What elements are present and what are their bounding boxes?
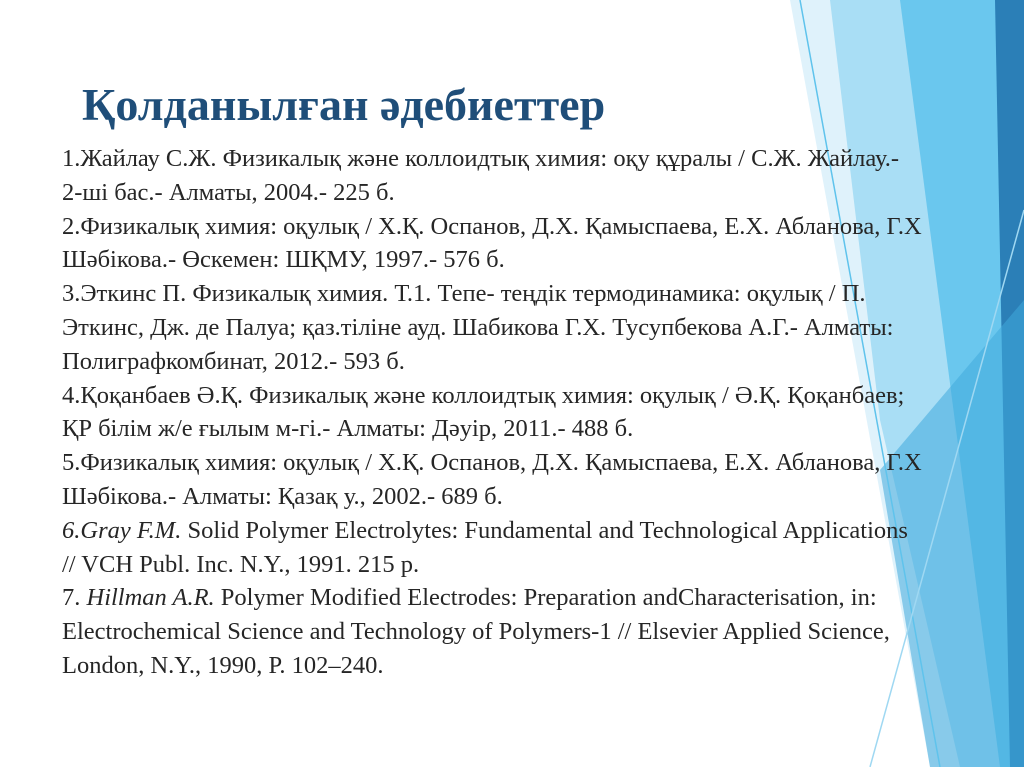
reference-item-2: 2.Физикалық химия: оқулық / Х.Қ. Оспанов, Д.Х. Қамыспаева, Е.Х. Абланова, Г.Х Шәбікова.- Өскемен: ШҚМУ, 1997.- 576 б. — [62, 212, 922, 274]
reference-item-6 — [62, 514, 922, 582]
reference-author: Hillman A.R. — [86, 584, 215, 612]
reference-item-4: 4.Қоқанбаев Ә.Қ. Физикалық және коллоидтық химия: оқулық / Ә.Қ. Қоқанбаев; ҚР білім ж/е ғылым м-гі.- Алматы: Дәуір, 2011.- 488 б. — [62, 381, 905, 443]
reference-item-1: 1.Жайлау С.Ж. Физикалық және коллоидтық химия: оқу құралы / С.Ж. Жайлау.- 2-ші бас.- Алматы, 2004.- 225 б. — [62, 145, 900, 206]
reference-body: Polymer Modified Electrodes: Preparation andCharacterisation, in: Electrochemical Science and Technology of Polymers-1 // Elsevier Applied Science, London, N.Y., 1990, P. 102–240. — [62, 584, 890, 679]
reference-number: 7. — [62, 584, 87, 612]
reference-item-7 — [62, 581, 922, 682]
reference-list — [62, 142, 922, 683]
reference-author: 6.Gray F.M. — [62, 516, 182, 544]
slide-title: Қолданылған әдебиеттер — [82, 79, 606, 130]
reference-body: Solid Polymer Electrolytes: Fundamental and Technological Applications // VCH Publ. Inc. N.Y., 1991. 215 p. — [62, 516, 908, 578]
reference-item-3: 3.Эткинс П. Физикалық химия. Т.1. Тепе- теңдік термодинамика: оқулық / П. Эткинс, Дж. де Палуа; қаз.тіліне ауд. Шабикова Г.Х. Тусупбекова А.Г.- Алматы: Полиграфкомбинат, 2012.- 593 б. — [62, 280, 894, 375]
reference-item-5: 5.Физикалық химия: оқулық / Х.Қ. Оспанов, Д.Х. Қамыспаева, Е.Х. Абланова, Г.Х Шәбікова.- Алматы: Қазақ у., 2002.- 689 б. — [62, 449, 922, 510]
